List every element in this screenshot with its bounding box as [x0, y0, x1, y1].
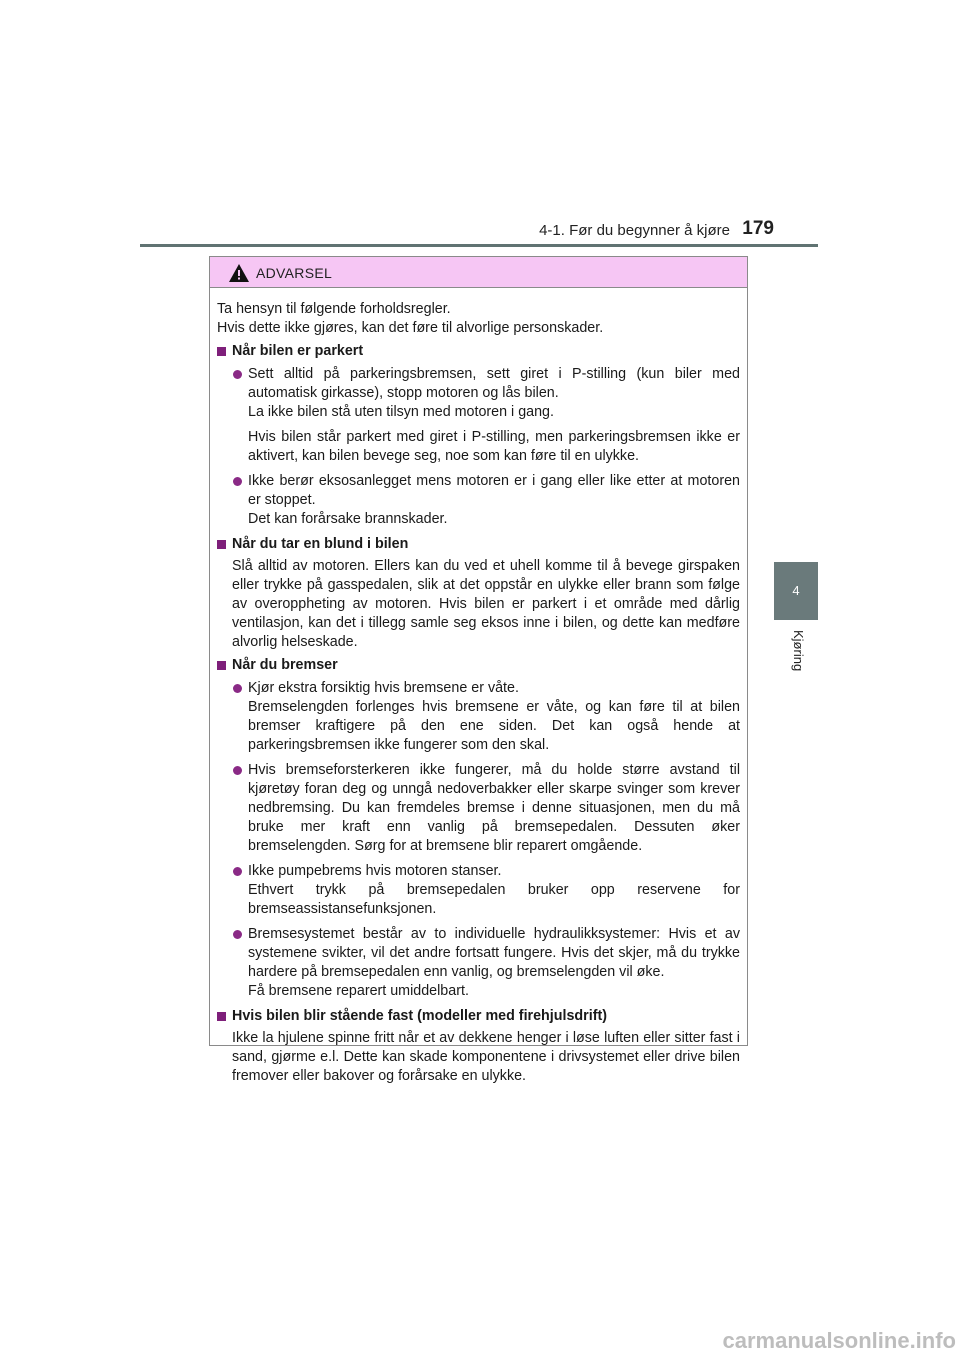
warning-box — [209, 256, 748, 1084]
chapter-tab: 4 — [774, 562, 818, 620]
page-header — [140, 218, 818, 244]
bullet-text: Ikke pumpebrems hvis motoren stanser. — [248, 863, 502, 879]
section-heading-text: Når du bremser — [232, 657, 338, 673]
watermark: carmanualsonline.info — [722, 1328, 956, 1353]
circle-bullet-icon — [233, 370, 242, 379]
list-item — [217, 925, 740, 1001]
page-number: 179 — [742, 218, 774, 239]
header-rule — [140, 244, 818, 247]
bullet-text: Bremsesystemet består av to individuelle hydraulikksystemer: Hvis et av systemene svikter, vil det andre fortsatt fungere. Hvis det skjer, må du trykke hardere på bremsepedalen enn vanlig, og bremselengden vil øke. — [248, 926, 740, 980]
circle-bullet-icon — [233, 477, 242, 486]
square-bullet-icon — [217, 661, 226, 670]
warning-title: ADVARSEL — [256, 265, 333, 281]
list-item — [217, 472, 740, 529]
section-heading-text: Når du tar en blund i bilen — [232, 536, 409, 552]
chapter-label: Kjøring — [791, 630, 806, 672]
circle-bullet-icon — [233, 766, 242, 775]
list-item — [217, 862, 740, 919]
square-bullet-icon — [217, 540, 226, 549]
bullet-extra: Få bremsene reparert umiddelbart. — [248, 983, 469, 999]
list-item — [217, 679, 740, 755]
section-heading — [217, 1007, 740, 1026]
intro-line-1: Ta hensyn til følgende forholdsregler. — [217, 301, 451, 317]
circle-bullet-icon — [233, 867, 242, 876]
bullet-extra: Bremselengden forlenges hvis bremsene er våte, og kan føre til at bilen bremser kraftigere på den ene siden. Det kan også hende at parkeringsbremsen ikke fungerer som den skal. — [248, 699, 740, 753]
list-item — [217, 365, 740, 466]
section-body — [217, 1029, 740, 1086]
bullet-text: Hvis bremseforsterkeren ikke fungerer, må du holde større avstand til kjøretøy foran deg og unngå nedoverbakker eller skarpe svinger som krever nedbremsing. Du kan fremdeles bremse i denne situasjonen, men du må bruke mer kraft enn vanlig på bremsepedalen. Dessuten øker bremselengden. Sørg for at bremsene blir reparert omgående. — [248, 762, 740, 854]
section-heading-text: Hvis bilen blir stående fast (modeller med firehjulsdrift) — [232, 1008, 607, 1024]
bullet-text: Ikke berør eksosanlegget mens motoren er i gang eller like etter at motoren er stoppet. — [248, 473, 740, 508]
bullet-extra: Det kan forårsake brannskader. — [248, 511, 448, 527]
section-body-text: Slå alltid av motoren. Ellers kan du ved et uhell komme til å bevege girspaken eller trykke på gasspedalen, slik at det oppstår en ulykke eller brann som følge av overoppheting av motoren. Hvis bilen er parkert i et område med dårlig ventilasjon, kan det i tillegg samle seg eksos inne i bilen, og dette kan medføre alvorlig helseskade. — [232, 558, 740, 650]
bullet-extra: La ikke bilen stå uten tilsyn med motoren i gang. — [248, 404, 554, 420]
warning-header — [210, 257, 747, 288]
bullet-text: Sett alltid på parkeringsbremsen, sett giret i P-stilling (kun biler med automatisk girkasse), stopp motoren og lås bilen. — [248, 366, 740, 401]
circle-bullet-icon — [233, 684, 242, 693]
section-heading — [217, 535, 740, 554]
warning-content — [210, 288, 747, 1086]
section-heading — [217, 656, 740, 675]
intro-line-2: Hvis dette ikke gjøres, kan det føre til alvorlige personskader. — [217, 320, 604, 336]
warning-triangle-icon — [228, 263, 250, 283]
section-heading-text: Når bilen er parkert — [232, 343, 364, 359]
section-heading — [217, 342, 740, 361]
bullet-text: Kjør ekstra forsiktig hvis bremsene er våte. — [248, 680, 519, 696]
bullet-extra: Hvis bilen står parkert med giret i P-stilling, men parkeringsbremsen ikke er aktivert, kan bilen bevege seg, noe som kan føre til en ulykke. — [248, 429, 740, 464]
square-bullet-icon — [217, 347, 226, 356]
section-title: 4-1. Før du begynner å kjøre — [539, 222, 730, 239]
section-body-text: Ikke la hjulene spinne fritt når et av dekkene henger i løse luften eller sitter fast i sand, gjørme e.l. Dette kan skade komponentene i drivsystemet eller drive bilen fremover eller bakover og forårsake en ulykke. — [232, 1030, 740, 1084]
section-body — [217, 557, 740, 652]
square-bullet-icon — [217, 1012, 226, 1021]
bullet-extra: Ethvert trykk på bremsepedalen bruker opp reservene for bremseassistansefunksjonen. — [248, 882, 740, 917]
circle-bullet-icon — [233, 930, 242, 939]
list-item — [217, 761, 740, 856]
